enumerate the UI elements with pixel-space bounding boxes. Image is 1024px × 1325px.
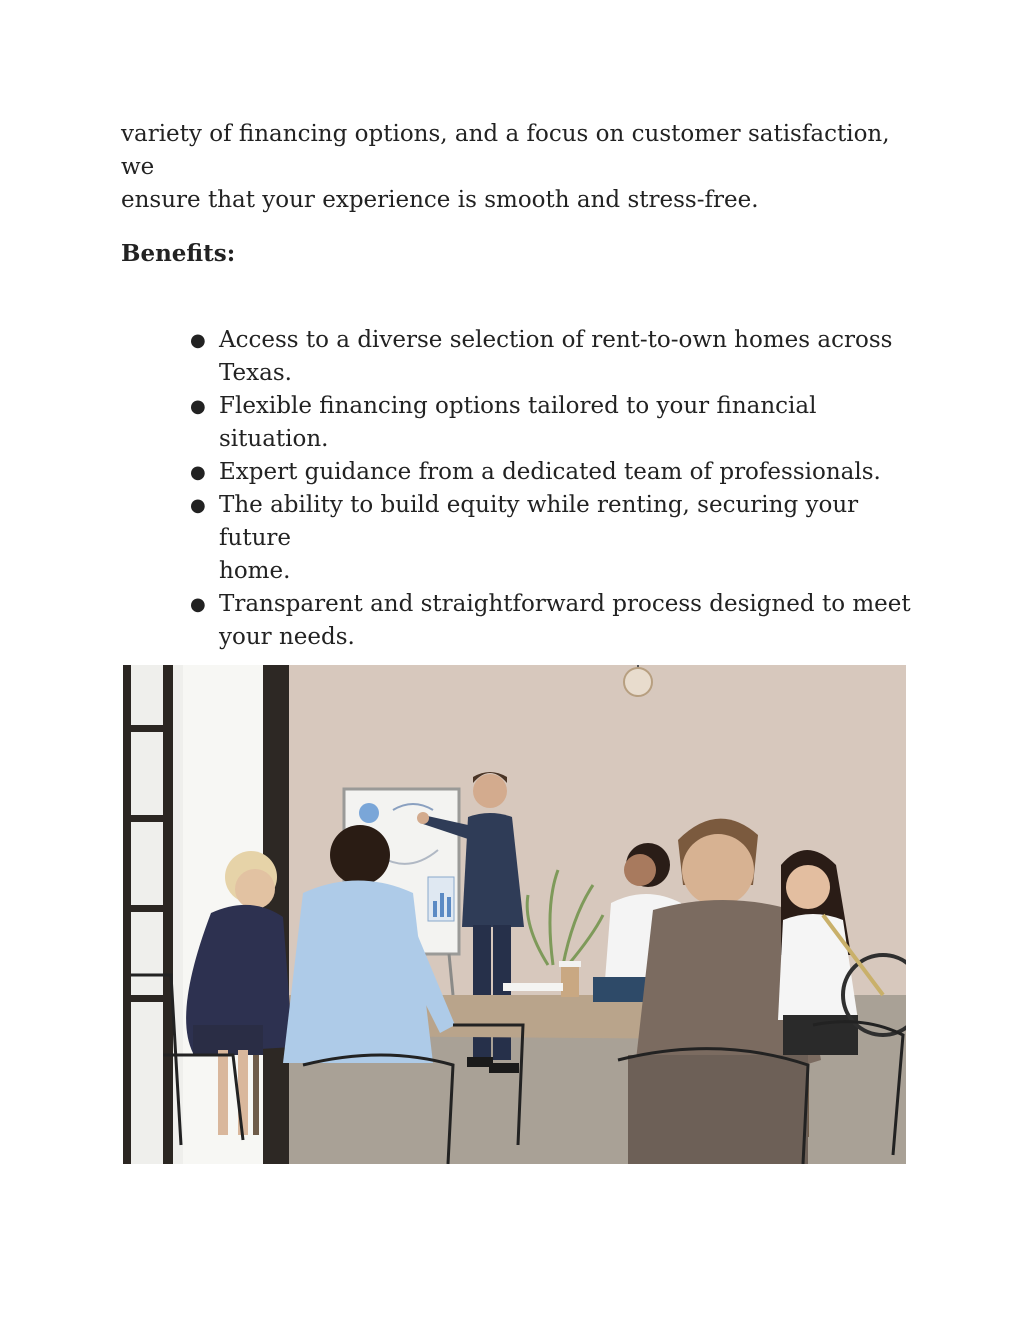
list-item	[190, 456, 919, 489]
intro-line: ensure that your experience is smooth and stress-free.	[121, 187, 759, 213]
list-item	[190, 324, 919, 390]
intro-paragraph	[121, 118, 911, 217]
pendant-lamp	[624, 668, 652, 696]
window	[123, 665, 183, 1164]
list-item-text: The ability to build equity while renting, securing your future	[219, 492, 859, 551]
list-item-text: Expert guidance from a dedicated team of professionals.	[219, 459, 881, 485]
benefits-heading: Benefits:	[121, 240, 236, 267]
coffee-cup	[561, 965, 579, 997]
list-item-text: Transparent and straightforward process designed to meet	[219, 591, 911, 617]
list-item-text: your needs.	[219, 624, 355, 650]
bullet-icon: ●	[190, 462, 206, 483]
benefits-list	[190, 324, 919, 654]
list-item-text: Access to a diverse selection of rent-to-own homes across	[219, 327, 893, 353]
bullet-icon: ●	[190, 594, 206, 615]
meeting-photo	[123, 665, 906, 1164]
bullet-icon: ●	[190, 396, 206, 417]
meeting-photo-illustration	[123, 665, 906, 1164]
list-item	[190, 390, 919, 456]
list-item	[190, 489, 919, 588]
list-item-text: Texas.	[219, 360, 292, 386]
intro-line: variety of financing options, and a focus on customer satisfaction, we	[121, 121, 890, 180]
list-item	[190, 588, 919, 654]
list-item-text: Flexible financing options tailored to your financial situation.	[219, 393, 817, 452]
bullet-icon: ●	[190, 495, 206, 516]
list-item-text: home.	[219, 558, 291, 584]
bullet-icon: ●	[190, 330, 206, 351]
